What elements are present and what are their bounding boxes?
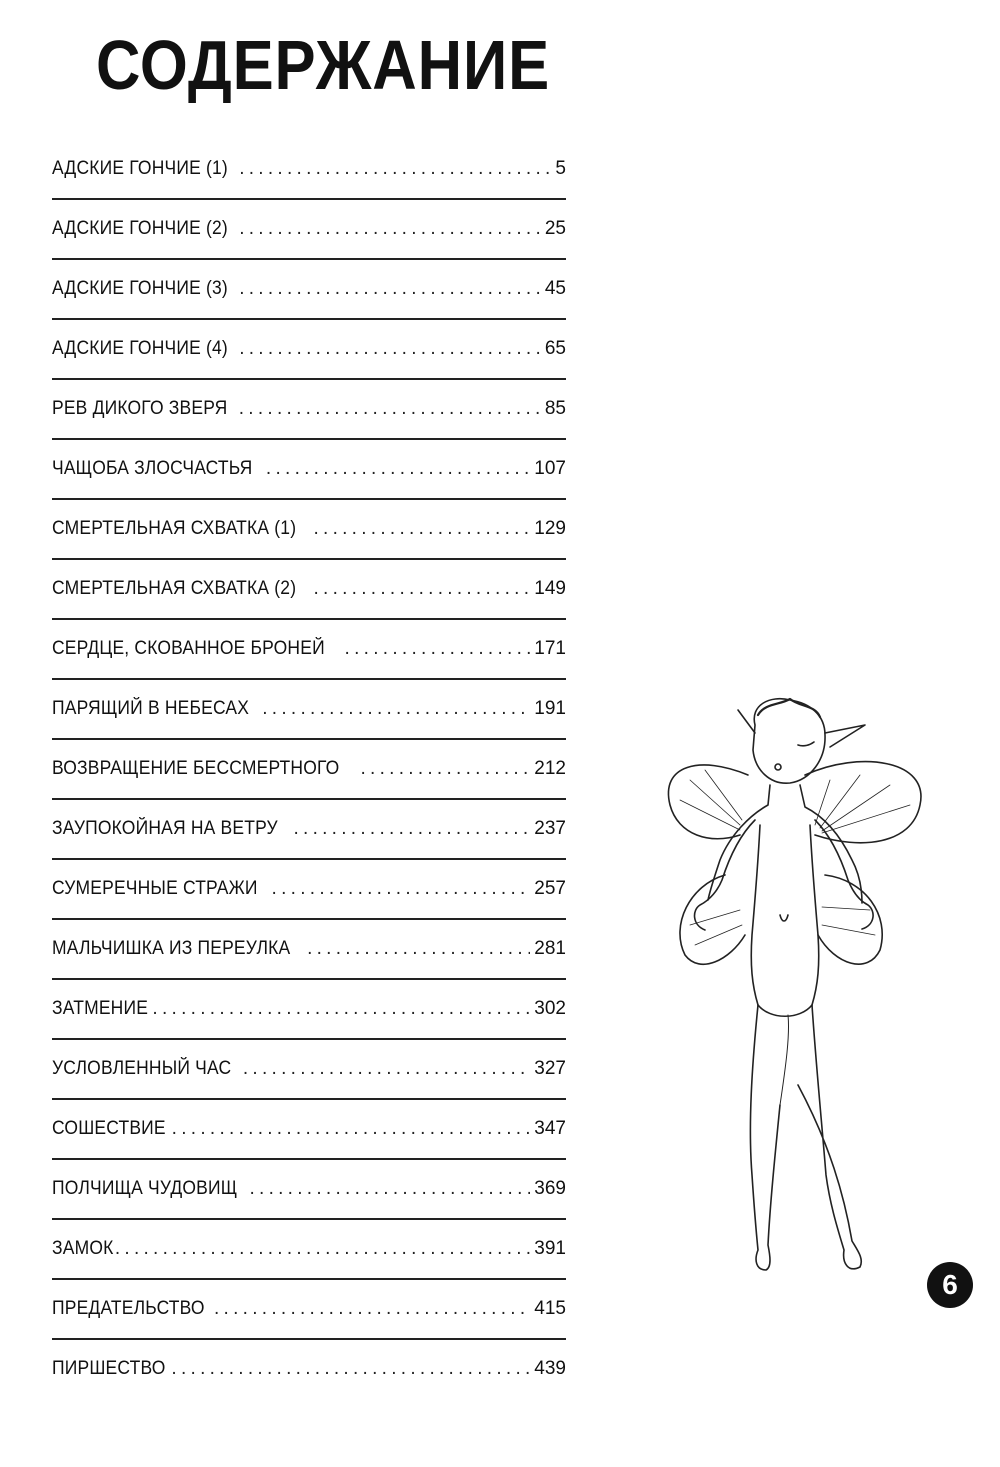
- toc-entry-title: СОШЕСТВИЕ: [52, 1118, 166, 1139]
- toc-entry-title: АДСКИЕ ГОНЧИЕ (2): [52, 218, 228, 239]
- dot-leader: [266, 458, 530, 480]
- fairy-illustration: [630, 685, 930, 1285]
- toc-entry-title: ЗАТМЕНИЕ: [52, 998, 149, 1019]
- toc-entry: [52, 680, 566, 740]
- toc-entry-page: 369: [534, 1178, 566, 1199]
- toc-entry-title: СУМЕРЕЧНЫЕ СТРАЖИ: [52, 878, 258, 899]
- toc-entry: [52, 980, 566, 1040]
- toc-entry-page: 415: [534, 1298, 566, 1319]
- toc-entry-page: 257: [534, 878, 566, 899]
- toc-entry: [52, 1100, 566, 1160]
- page-number-badge: 6: [927, 1262, 973, 1308]
- dot-leader: [239, 278, 541, 300]
- toc-entry-title: ВОЗВРАЩЕНИЕ БЕССМЕРТНОГО: [52, 758, 340, 779]
- toc-entry-page: 237: [534, 818, 566, 839]
- toc-entry-page: 5: [555, 158, 566, 179]
- toc-entry-page: 391: [534, 1238, 566, 1259]
- toc-entry-page: 212: [534, 758, 566, 779]
- toc-entry-page: 85: [544, 398, 566, 419]
- toc-entry-title: ПРЕДАТЕЛЬСТВО: [52, 1298, 205, 1319]
- dot-leader: [307, 938, 530, 960]
- toc-entry-title: ПОЛЧИЩА ЧУДОВИЩ: [52, 1178, 238, 1199]
- dot-leader: [313, 518, 530, 540]
- toc-entry: [52, 1040, 566, 1100]
- toc-entry: [52, 740, 566, 800]
- toc-entry-page: 302: [534, 998, 566, 1019]
- toc-entry: [52, 500, 566, 560]
- toc-entry: [52, 620, 566, 680]
- toc-entry-title: СМЕРТЕЛЬНАЯ СХВАТКА (2): [52, 578, 297, 599]
- toc-entry: [52, 260, 566, 320]
- toc-entry: [52, 1340, 566, 1398]
- dot-leader: [360, 758, 530, 780]
- toc-entry-title: ПАРЯЩИЙ В НЕБЕСАХ: [52, 698, 250, 719]
- dot-leader: [262, 698, 530, 720]
- toc-entry-page: 45: [544, 278, 566, 299]
- toc-entry-title: СЕРДЦЕ, СКОВАННОЕ БРОНЕЙ: [52, 638, 325, 659]
- toc-entry: [52, 440, 566, 500]
- page-title: СОДЕРЖАНИЕ: [96, 26, 551, 104]
- toc-entry-title: АДСКИЕ ГОНЧИЕ (3): [52, 278, 228, 299]
- toc-entry-title: МАЛЬЧИШКА ИЗ ПЕРЕУЛКА: [52, 938, 291, 959]
- toc-entry: [52, 1160, 566, 1220]
- toc-entry: [52, 320, 566, 380]
- table-of-contents: [52, 140, 566, 1398]
- dot-leader: [115, 1238, 530, 1260]
- toc-entry-title: УСЛОВЛЕННЫЙ ЧАС: [52, 1058, 232, 1079]
- toc-entry-page: 65: [544, 338, 566, 359]
- toc-entry-page: 327: [534, 1058, 566, 1079]
- toc-entry-title: АДСКИЕ ГОНЧИЕ (1): [52, 158, 228, 179]
- dot-leader: [239, 398, 541, 420]
- toc-entry-page: 347: [534, 1118, 566, 1139]
- dot-leader: [239, 338, 541, 360]
- toc-entry: [52, 140, 566, 200]
- toc-entry: [52, 1220, 566, 1280]
- toc-entry-page: 191: [534, 698, 566, 719]
- dot-leader: [345, 638, 531, 660]
- dot-leader: [152, 998, 530, 1020]
- dot-leader: [172, 1118, 531, 1140]
- toc-entry-title: ЗАУПОКОЙНАЯ НА ВЕТРУ: [52, 818, 278, 839]
- toc-entry-page: 171: [534, 638, 566, 659]
- dot-leader: [293, 818, 530, 840]
- toc-entry-title: ЗАМОК: [52, 1238, 114, 1259]
- toc-entry: [52, 200, 566, 260]
- dot-leader: [239, 218, 541, 240]
- toc-entry-title: АДСКИЕ ГОНЧИЕ (4): [52, 338, 228, 359]
- toc-entry-title: СМЕРТЕЛЬНАЯ СХВАТКА (1): [52, 518, 297, 539]
- toc-entry: [52, 860, 566, 920]
- toc-entry-page: 107: [534, 458, 566, 479]
- dot-leader: [243, 1058, 530, 1080]
- toc-entry: [52, 800, 566, 860]
- toc-entry-page: 149: [534, 578, 566, 599]
- toc-entry: [52, 1280, 566, 1340]
- toc-entry-page: 25: [544, 218, 566, 239]
- toc-entry-page: 129: [534, 518, 566, 539]
- dot-leader: [171, 1358, 530, 1380]
- toc-entry: [52, 920, 566, 980]
- toc-entry: [52, 560, 566, 620]
- dot-leader: [239, 158, 551, 180]
- dot-leader: [313, 578, 530, 600]
- toc-entry: [52, 380, 566, 440]
- toc-entry-page: 439: [534, 1358, 566, 1379]
- toc-entry-page: 281: [534, 938, 566, 959]
- toc-entry-title: ЧАЩОБА ЗЛОСЧАСТЬЯ: [52, 458, 253, 479]
- dot-leader: [214, 1298, 530, 1320]
- dot-leader: [272, 878, 531, 900]
- toc-entry-title: ПИРШЕСТВО: [52, 1358, 166, 1379]
- dot-leader: [249, 1178, 530, 1200]
- toc-entry-title: РЕВ ДИКОГО ЗВЕРЯ: [52, 398, 228, 419]
